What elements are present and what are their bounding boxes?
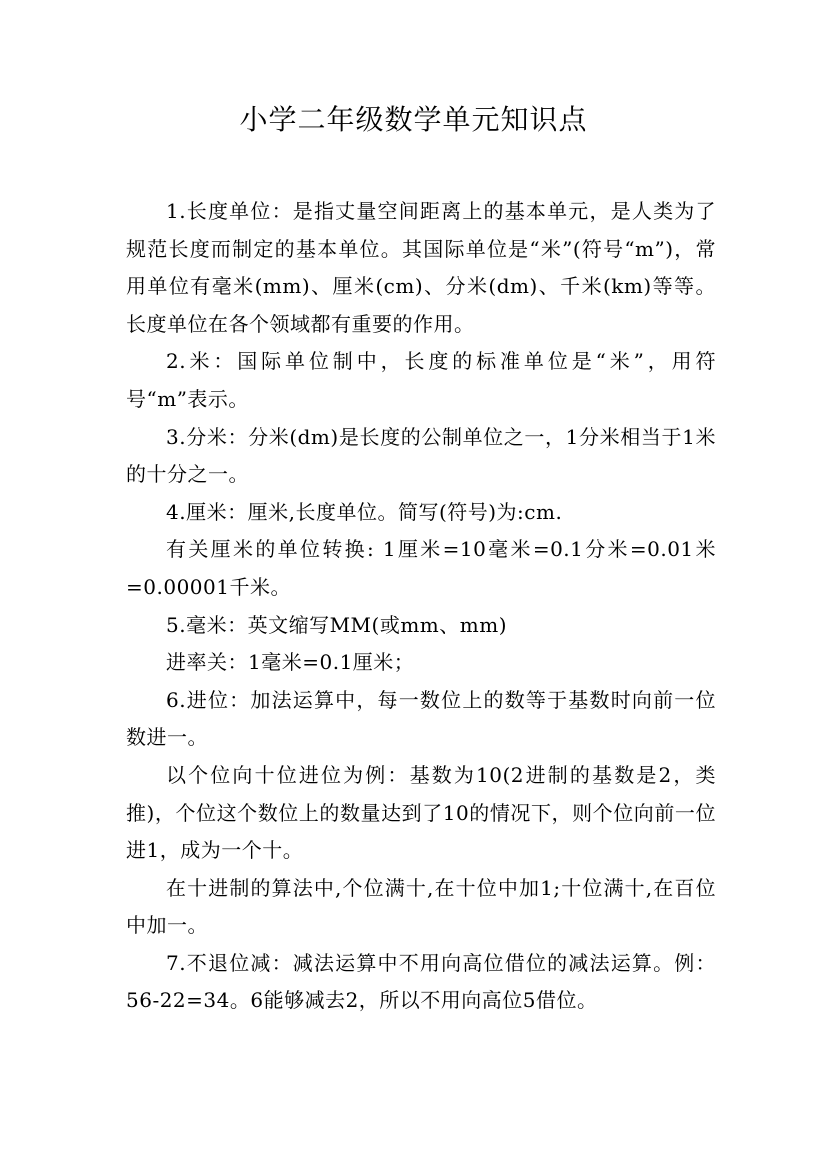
paragraph-millimeter-rate: 进率关：1毫米=0.1厘米； bbox=[166, 650, 415, 675]
document-title: 小学二年级数学单元知识点 bbox=[239, 103, 588, 136]
paragraph-millimeter: 5.毫米：英文缩写MM(或mm、mm) bbox=[166, 612, 508, 637]
paragraph-meter: 2.米：国际单位制中，长度的标准单位是“米”，用符号“m”表示。 bbox=[126, 349, 716, 411]
paragraph-no-borrow-subtraction: 7.不退位减：减法运算中不用向高位借位的减法运算。例：56-22=34。6能够减去2，所以不用向高位5借位。 bbox=[126, 950, 716, 1013]
paragraph-carry-example: 以个位向十位进位为例：基数为10(2进制的基数是2，类推)，个位这个数位上的数量达到了10的情况下，则个位向前一位进1，成为一个十。 bbox=[126, 762, 716, 863]
paragraph-decimal-carry: 在十进制的算法中,个位满十,在十位中加1;十位满十,在百位中加一。 bbox=[126, 875, 716, 938]
document-body bbox=[126, 193, 716, 1020]
paragraph-length-unit: 1.长度单位：是指丈量空间距离上的基本单元，是人类为了规范长度而制定的基本单位。其国际单位是“米”(符号“m”)，常用单位有毫米(mm)、厘米(cm)、分米(dm)、千米(km)等等。长度单位在各个领域都有重要的作用。 bbox=[126, 199, 716, 336]
paragraph-centimeter: 4.厘米：厘米,长度单位。简写(符号)为:cm. bbox=[166, 499, 563, 524]
paragraph-decimeter: 3.分米：分米(dm)是长度的公制单位之一，1分米相当于1米的十分之一。 bbox=[126, 424, 716, 487]
paragraph-centimeter-conversion: 有关厘米的单位转换: 1厘米=10毫米=0.1分米=0.01米=0.00001千米。 bbox=[126, 537, 716, 599]
paragraph-carry: 6.进位：加法运算中，每一数位上的数等于基数时向前一位数进一。 bbox=[126, 687, 716, 750]
